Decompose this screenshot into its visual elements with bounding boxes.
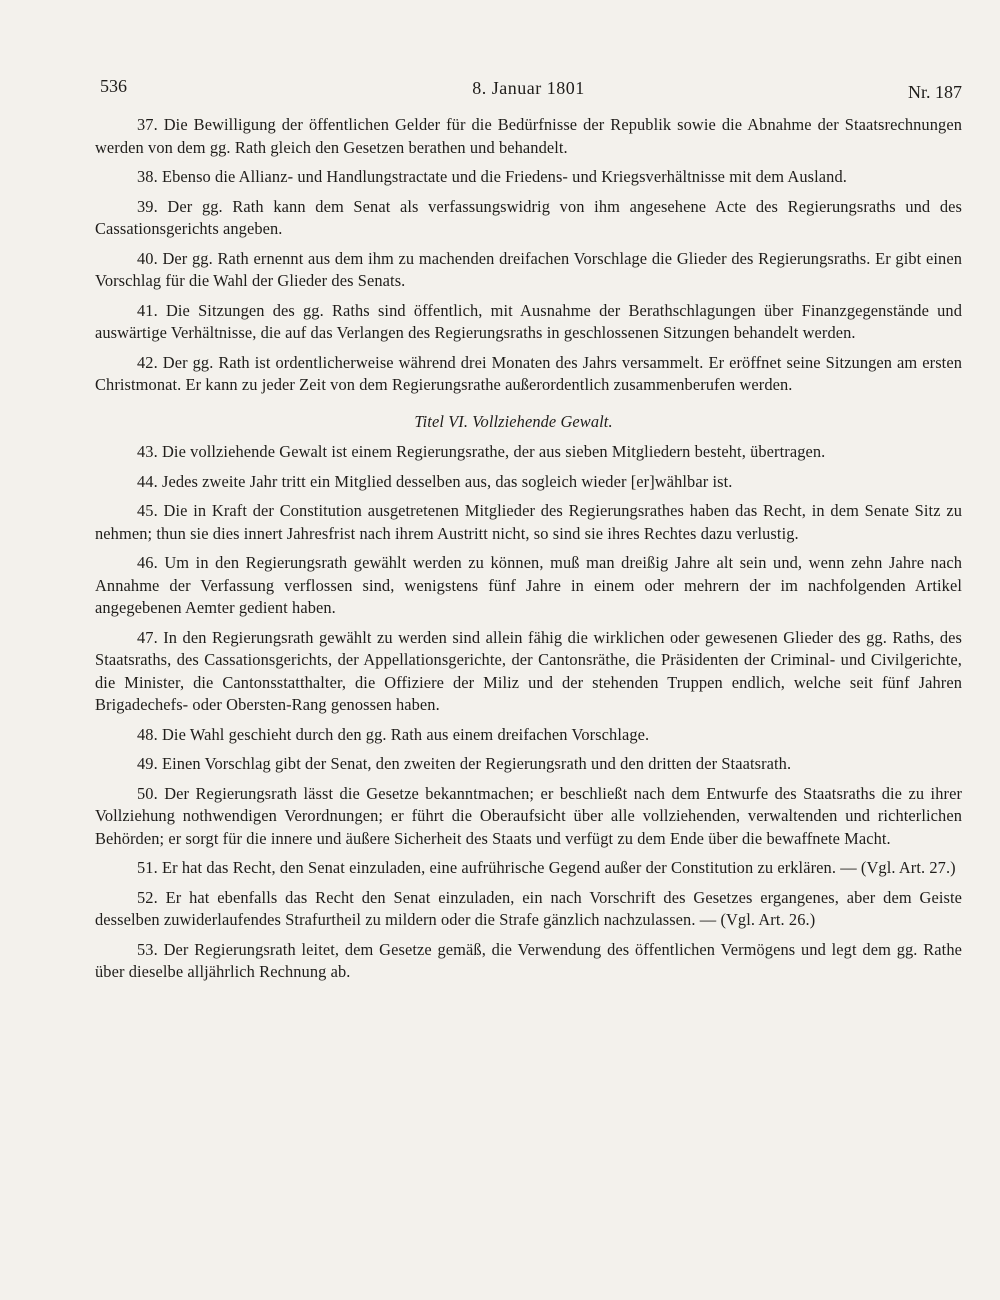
section-title: Titel VI. Vollziehende Gewalt. xyxy=(414,411,613,431)
article-52: 52. Er hat ebenfalls das Recht den Senat einzuladen, ein nach Vorschrift des Gesetzes ergangenes, aber dem Geiste desselben zuwiderlaufendes Strafurtheil zu mildern oder die Strafe gänzlich nachzulassen. — (Vgl. Art. 26.) xyxy=(95,887,962,929)
article-37: 37. Die Bewilligung der öffentlichen Gelder für die Bedürfnisse der Republik sowie die Abnahme der Staatsrechnungen werden von dem gg. Rath gleich den Gesetzen berathen und behandelt. xyxy=(95,115,962,157)
article-50: 50. Der Regierungsrath lässt die Gesetze bekanntmachen; er beschließt nach dem Entwurfe des Staatsraths die zu ihrer Vollziehung nothwendigen Verordnungen; er führt die Oberaufsicht über alle vollziehenden, verwaltenden und richterlichen Behörden; er sorgt für die innere und äußere Sicherheit des Staats und verfügt zu dem Ende über die bewaffnete Macht. xyxy=(95,783,962,848)
page-header xyxy=(95,74,962,104)
header-date: 8. Januar 1801 xyxy=(472,78,585,98)
article-41: 41. Die Sitzungen des gg. Raths sind öffentlich, mit Ausnahme der Berathschlagungen über Finanzgegenstände und auswärtige Verhältnisse, die auf das Verlangen des Regierungsraths in geschlossenen Sitzungen behandelt werden. xyxy=(95,300,962,342)
article-53: 53. Der Regierungsrath leitet, dem Gesetze gemäß, die Verwendung des öffentlichen Vermögens und legt dem gg. Rathe über dieselbe alljährlich Rechnung ab. xyxy=(95,939,962,981)
article-39: 39. Der gg. Rath kann dem Senat als verfassungswidrig von ihm angesehene Acte des Regierungsraths und des Cassationsgerichts angeben. xyxy=(95,196,962,238)
article-46: 46. Um in den Regierungsrath gewählt werden zu können, muß man dreißig Jahre alt sein und, wenn zehn Jahre nach Annahme der Verfassung verflossen sind, wenigstens fünf Jahre in einem oder mehrern der im nachfolgenden Artikel angegebenen Aemter gedient haben. xyxy=(95,553,962,617)
article-47: 47. In den Regierungsrath gewählt zu werden sind allein fähig die wirklichen oder gewesenen Glieder des gg. Raths, des Staatsraths, des Cassationsgerichts, der Appellationsgerichte, der Cantonsräthe, die Präsidenten der Criminal- und Civilgerichte, die Minister, die Cantonsstatthalter, die Offiziere der Miliz und der stehenden Truppen endlich, welche seit fünf Jahren Brigadechefs- oder Obersten-Rang genossen haben. xyxy=(95,627,962,714)
article-40: 40. Der gg. Rath ernennt aus dem ihm zu machenden dreifachen Vorschlage die Glieder des Regierungsraths. Er gibt einen Vorschlag für die Wahl der Glieder des Senats. xyxy=(95,248,962,290)
article-42: 42. Der gg. Rath ist ordentlicherweise während drei Monaten des Jahrs versammelt. Er eröffnet seine Sitzungen am ersten Christmonat. Er kann zu jeder Zeit von dem Regierungsrathe außerordentlich zusammenberufen werden. xyxy=(95,352,962,394)
article-49: 49. Einen Vorschlag gibt der Senat, den zweiten der Regierungsrath und den dritten der Staatsrath. xyxy=(137,754,792,773)
page-number: 536 xyxy=(100,76,127,96)
document-body xyxy=(95,114,962,984)
article-45: 45. Die in Kraft der Constitution ausgetretenen Mitglieder des Regierungsrathes haben das Recht, in dem Senate Sitz zu nehmen; thun sie dies innert Jahresfrist nach ihrem Austritt nicht, so sind sie ihres Rechtes dazu verlustig. xyxy=(95,501,962,543)
article-43: 43. Die vollziehende Gewalt ist einem Regierungsrathe, der aus sieben Mitgliedern besteht, übertragen. xyxy=(137,442,826,461)
article-48: 48. Die Wahl geschieht durch den gg. Rath aus einem dreifachen Vorschlage. xyxy=(137,724,650,744)
article-44: 44. Jedes zweite Jahr tritt ein Mitglied desselben aus, das sogleich wieder [er]wählbar ist. xyxy=(137,471,733,491)
article-38: 38. Ebenso die Allianz- und Handlungstractate und die Friedens- und Kriegsverhältnisse mit dem Ausland. xyxy=(137,167,847,186)
article-51: 51. Er hat das Recht, den Senat einzuladen, eine aufrührische Gegend außer der Constitution zu erklären. — (Vgl. Art. 27.) xyxy=(137,858,956,877)
document-number: Nr. 187 xyxy=(908,82,962,102)
